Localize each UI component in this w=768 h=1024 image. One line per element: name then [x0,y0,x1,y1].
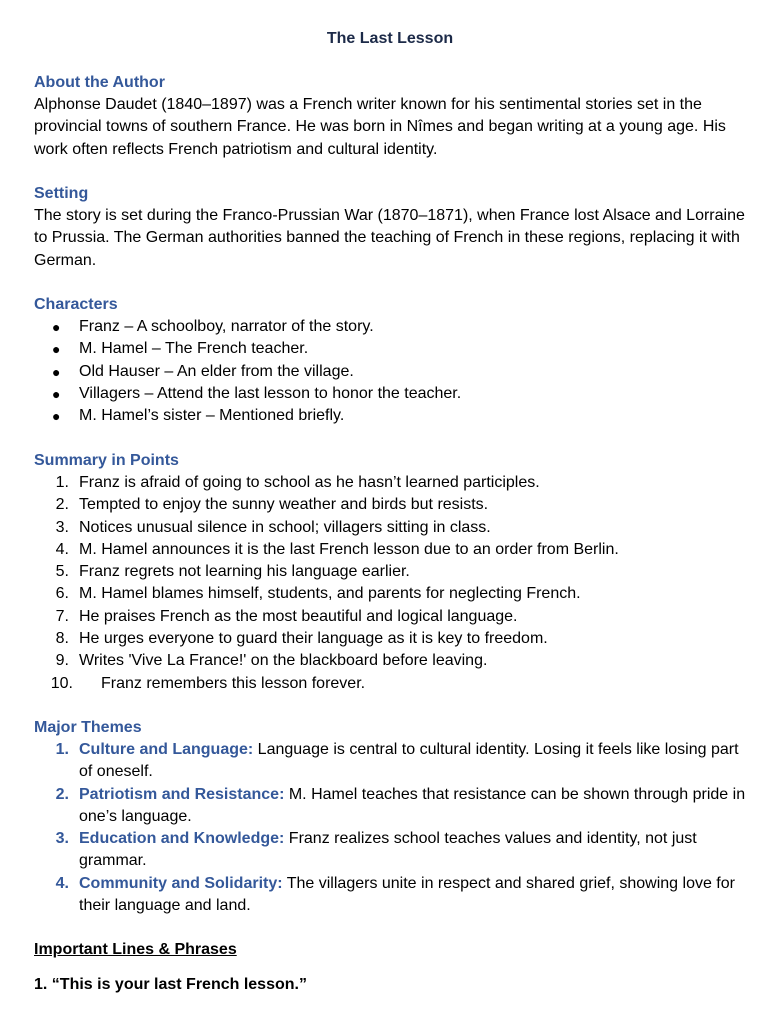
setting-heading: Setting [34,185,89,202]
summary-text: M. Hamel announces it is the last French lesson due to an order from Berlin. [79,540,619,558]
document-title: The Last Lesson [326,30,454,47]
summary-text: M. Hamel blames himself, students, and parents for neglecting French. [79,585,581,603]
summary-heading: Summary in Points [34,452,179,469]
theme-text: The villagers unite in respect and shared grief, showing love for their language and land. [79,874,735,915]
bullet-icon: ● [52,319,61,335]
character-text: Franz – A schoolboy, narrator of the story. [79,318,374,335]
summary-text: Franz remembers this lesson forever. [101,674,366,692]
bullet-icon: ● [52,363,61,380]
characters-list [34,316,746,427]
theme-term: Culture and Language: [79,741,254,758]
bullet-icon: ● [52,385,61,402]
list-item [34,606,746,628]
theme-term: Community and Solidarity: [79,874,283,892]
item-number: 4. [55,540,69,558]
list-item [34,316,746,338]
characters-heading: Characters [34,296,118,313]
theme-text: Language is central to cultural identity. Losing it feels like losing part of oneself. [79,741,739,781]
list-item [34,828,746,873]
summary-text: Tempted to enjoy the sunny weather and birds but resists. [79,496,489,514]
summary-text: He praises French as the most beautiful and logical language. [79,607,518,625]
bullet-icon: ● [52,408,61,425]
item-number: 10. [50,674,73,692]
theme-text: M. Hamel teaches that resistance can be shown through pride in one’s language. [79,785,746,825]
character-text: M. Hamel – The French teacher. [79,340,309,358]
about-author-text: Alphonse Daudet (1840–1897) was a French writer known for his sentimental stories set in the provincial towns of southern France. He was born in Nîmes and began writing at a young age. His work often reflects French patriotism and cultural identity. [34,96,726,158]
theme-term: Patriotism and Resistance: [79,785,285,803]
list-item [34,517,746,539]
item-number: 2. [55,785,69,803]
list-item [34,628,746,650]
summary-text: Franz is afraid of going to school as he hasn’t learned participles. [79,474,540,491]
important-lines-heading: Important Lines & Phrases [34,941,237,958]
item-number: 2. [55,496,69,514]
item-number: 3. [55,830,69,848]
item-number: 9. [55,652,69,670]
list-item [34,673,746,695]
list-item [34,739,746,784]
item-number: 1. [55,741,69,758]
list-item [34,539,746,561]
theme-term: Education and Knowledge: [79,830,285,848]
character-text: Old Hauser – An elder from the village. [79,362,354,380]
list-item [34,338,746,360]
setting-text: The story is set during the Franco-Prussian War (1870–1871), when France lost Alsace and Lorraine to Prussia. The German authorities banned the teaching of French in these regions, replacing it with German. [34,207,745,269]
list-item [34,383,746,405]
list-item [34,873,746,918]
item-number: 4. [55,874,69,892]
summary-list [34,472,746,695]
list-item [34,784,746,829]
list-item [34,472,746,494]
item-number: 8. [55,630,69,648]
themes-list [34,739,746,917]
important-line-1: 1. “This is your last French lesson.” [34,976,307,993]
character-text: M. Hamel’s sister – Mentioned briefly. [79,407,345,425]
item-number: 6. [55,585,69,603]
list-item [34,405,746,427]
theme-text: Franz realizes school teaches values and identity, not just grammar. [79,830,697,870]
summary-text: He urges everyone to guard their language as it is key to freedom. [79,630,548,648]
about-author-heading: About the Author [34,74,165,91]
summary-text: Notices unusual silence in school; villagers sitting in class. [79,518,491,536]
character-text: Villagers – Attend the last lesson to honor the teacher. [79,384,462,402]
summary-text: Franz regrets not learning his language earlier. [79,563,410,581]
item-number: 1. [55,474,69,491]
bullet-icon: ● [52,341,61,358]
summary-text: Writes 'Vive La France!' on the blackboard before leaving. [79,652,488,670]
list-item [34,650,746,672]
list-item [34,361,746,383]
item-number: 3. [55,518,69,536]
list-item [34,583,746,605]
themes-heading: Major Themes [34,719,142,736]
list-item [34,561,746,583]
item-number: 5. [55,563,69,581]
item-number: 7. [55,607,69,625]
list-item [34,494,746,516]
